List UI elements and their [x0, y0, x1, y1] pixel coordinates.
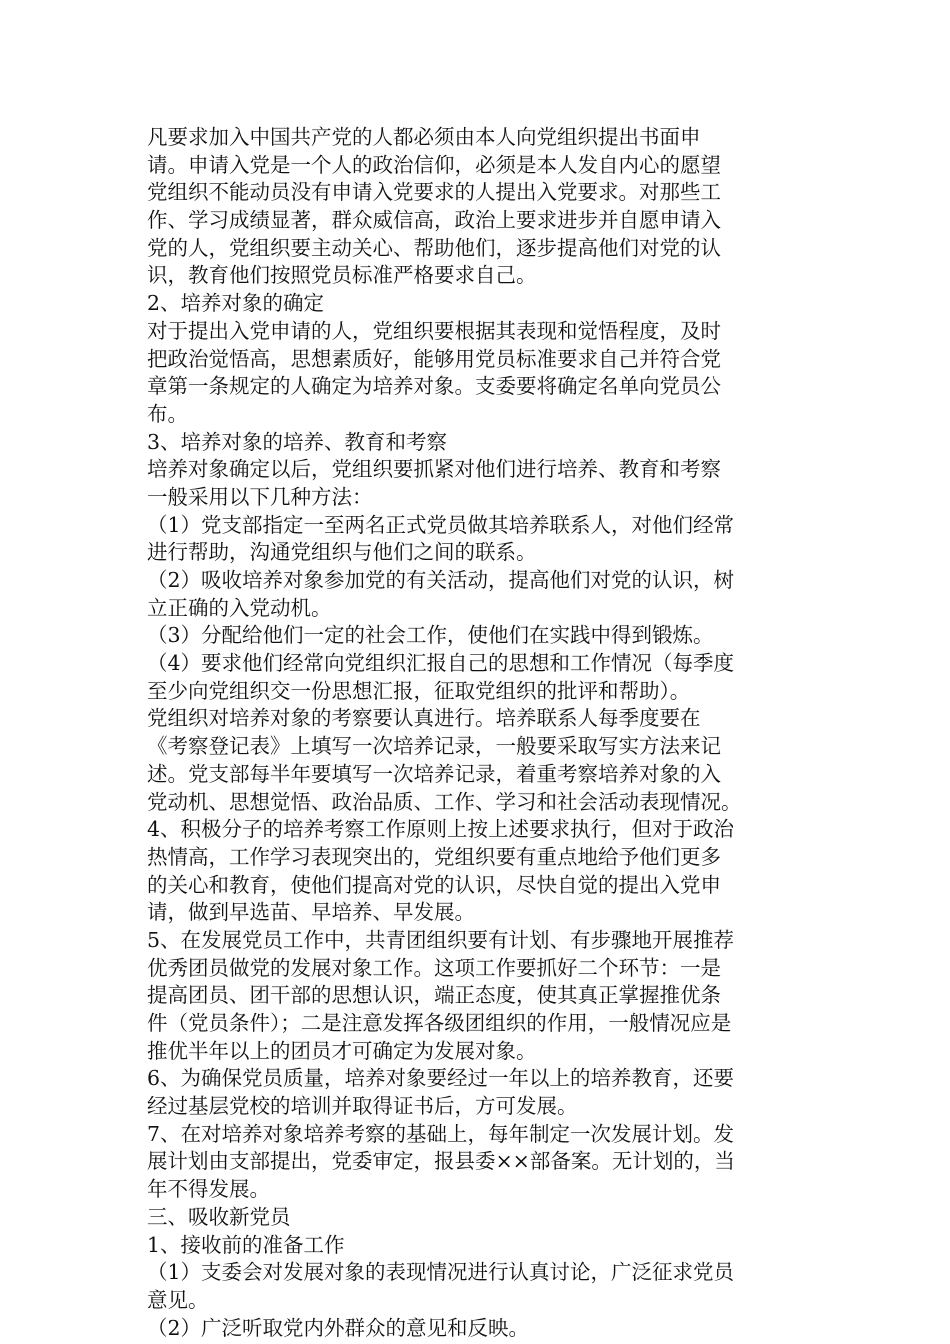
text-line: 党组织对培养对象的考察要认真进行。培养联系人每季度要在: [147, 706, 701, 731]
text-line: 意见。: [147, 1287, 209, 1312]
text-line: 7、在对培养对象培养考察的基础上，每年制定一次发展计划。发: [147, 1121, 735, 1146]
text-line: （3）分配给他们一定的社会工作，使他们在实践中得到锻炼。: [147, 623, 714, 648]
text-line: 进行帮助，沟通党组织与他们之间的联系。: [147, 540, 537, 565]
text-line: 的关心和教育，使他们提高对党的认识，尽快自觉的提出入党申: [147, 872, 721, 897]
text-line: 推优半年以上的团员才可确定为发展对象。: [147, 1038, 537, 1063]
text-line: 4、积极分子的培养考察工作原则上按上述要求执行，但对于政治: [147, 817, 735, 842]
text-line: 至少向党组织交一份思想汇报，征取党组织的批评和帮助）。: [147, 678, 691, 703]
text-line: 党的人，党组织要主动关心、帮助他们，逐步提高他们对党的认: [147, 235, 721, 260]
text-line: 布。: [147, 401, 188, 426]
text-line: 经过基层党校的培训并取得证书后，方可发展。: [147, 1094, 578, 1119]
text-line: 一般采用以下几种方法：: [147, 484, 373, 509]
text-line: 党组织不能动员没有申请入党要求的人提出入党要求。对那些工: [147, 180, 721, 205]
text-line: 3、培养对象的培养、教育和考察: [147, 429, 448, 454]
text-line: 识，教育他们按照党员标准严格要求自己。: [147, 263, 537, 288]
text-line: 立正确的入党动机。: [147, 595, 332, 620]
text-line: 章第一条规定的人确定为培养对象。支委要将确定名单向党员公: [147, 374, 721, 399]
text-line: 三、吸收新党员: [147, 1204, 291, 1229]
text-line: 述。党支部每半年要填写一次培养记录，着重考察培养对象的入: [147, 761, 721, 786]
text-line: 热情高，工作学习表现突出的，党组织要有重点地给予他们更多: [147, 844, 721, 869]
text-line: （1）党支部指定一至两名正式党员做其培养联系人，对他们经常: [147, 512, 735, 537]
text-line: 6、为确保党员质量，培养对象要经过一年以上的培养教育，还要: [147, 1066, 735, 1091]
text-line: 5、在发展党员工作中，共青团组织要有计划、有步骤地开展推荐: [147, 927, 735, 952]
text-line: 年不得发展。: [147, 1177, 270, 1202]
text-line: 提高团员、团干部的思想认识，端正态度，使其真正掌握推优条: [147, 983, 721, 1008]
text-line: 作、学习成绩显著，群众威信高，政治上要求进步并自愿申请入: [147, 208, 721, 233]
text-line: 请，做到早选苗、早培养、早发展。: [147, 900, 475, 925]
text-line: 优秀团员做党的发展对象工作。这项工作要抓好二个环节：一是: [147, 955, 721, 980]
text-line: 把政治觉悟高，思想素质好，能够用党员标准要求自己并符合党: [147, 346, 721, 371]
text-line: 展计划由支部提出，党委审定，报县委××部备案。无计划的，当: [147, 1149, 735, 1174]
text-line: 请。申请入党是一个人的政治信仰，必须是本人发自内心的愿望: [147, 152, 721, 177]
text-line: （1）支委会对发展对象的表现情况进行认真讨论，广泛征求党员: [147, 1260, 735, 1285]
text-line: （4）要求他们经常向党组织汇报自己的思想和工作情况（每季度: [147, 651, 735, 676]
text-line: 培养对象确定以后，党组织要抓紧对他们进行培养、教育和考察: [147, 457, 721, 482]
document-body: [147, 124, 817, 1342]
text-line: 凡要求加入中国共产党的人都必须由本人向党组织提出书面申: [147, 125, 701, 149]
text-line: 1、接收前的准备工作: [147, 1232, 345, 1257]
text-line: 对于提出入党申请的人，党组织要根据其表现和觉悟程度，及时: [147, 318, 721, 343]
text-line: （2）广泛听取党内外群众的意见和反映。: [147, 1315, 530, 1340]
text-line: 2、培养对象的确定: [147, 291, 325, 316]
text-line: 《考察登记表》上填写一次培养记录，一般要采取写实方法来记: [147, 734, 721, 759]
text-line: 党动机、思想觉悟、政治品质、工作、学习和社会活动表现情况。: [147, 789, 742, 814]
text-line: 件（党员条件）；二是注意发挥各级团组织的作用，一般情况应是: [147, 1011, 732, 1035]
text-line: （2）吸收培养对象参加党的有关活动，提高他们对党的认识，树: [147, 568, 735, 592]
